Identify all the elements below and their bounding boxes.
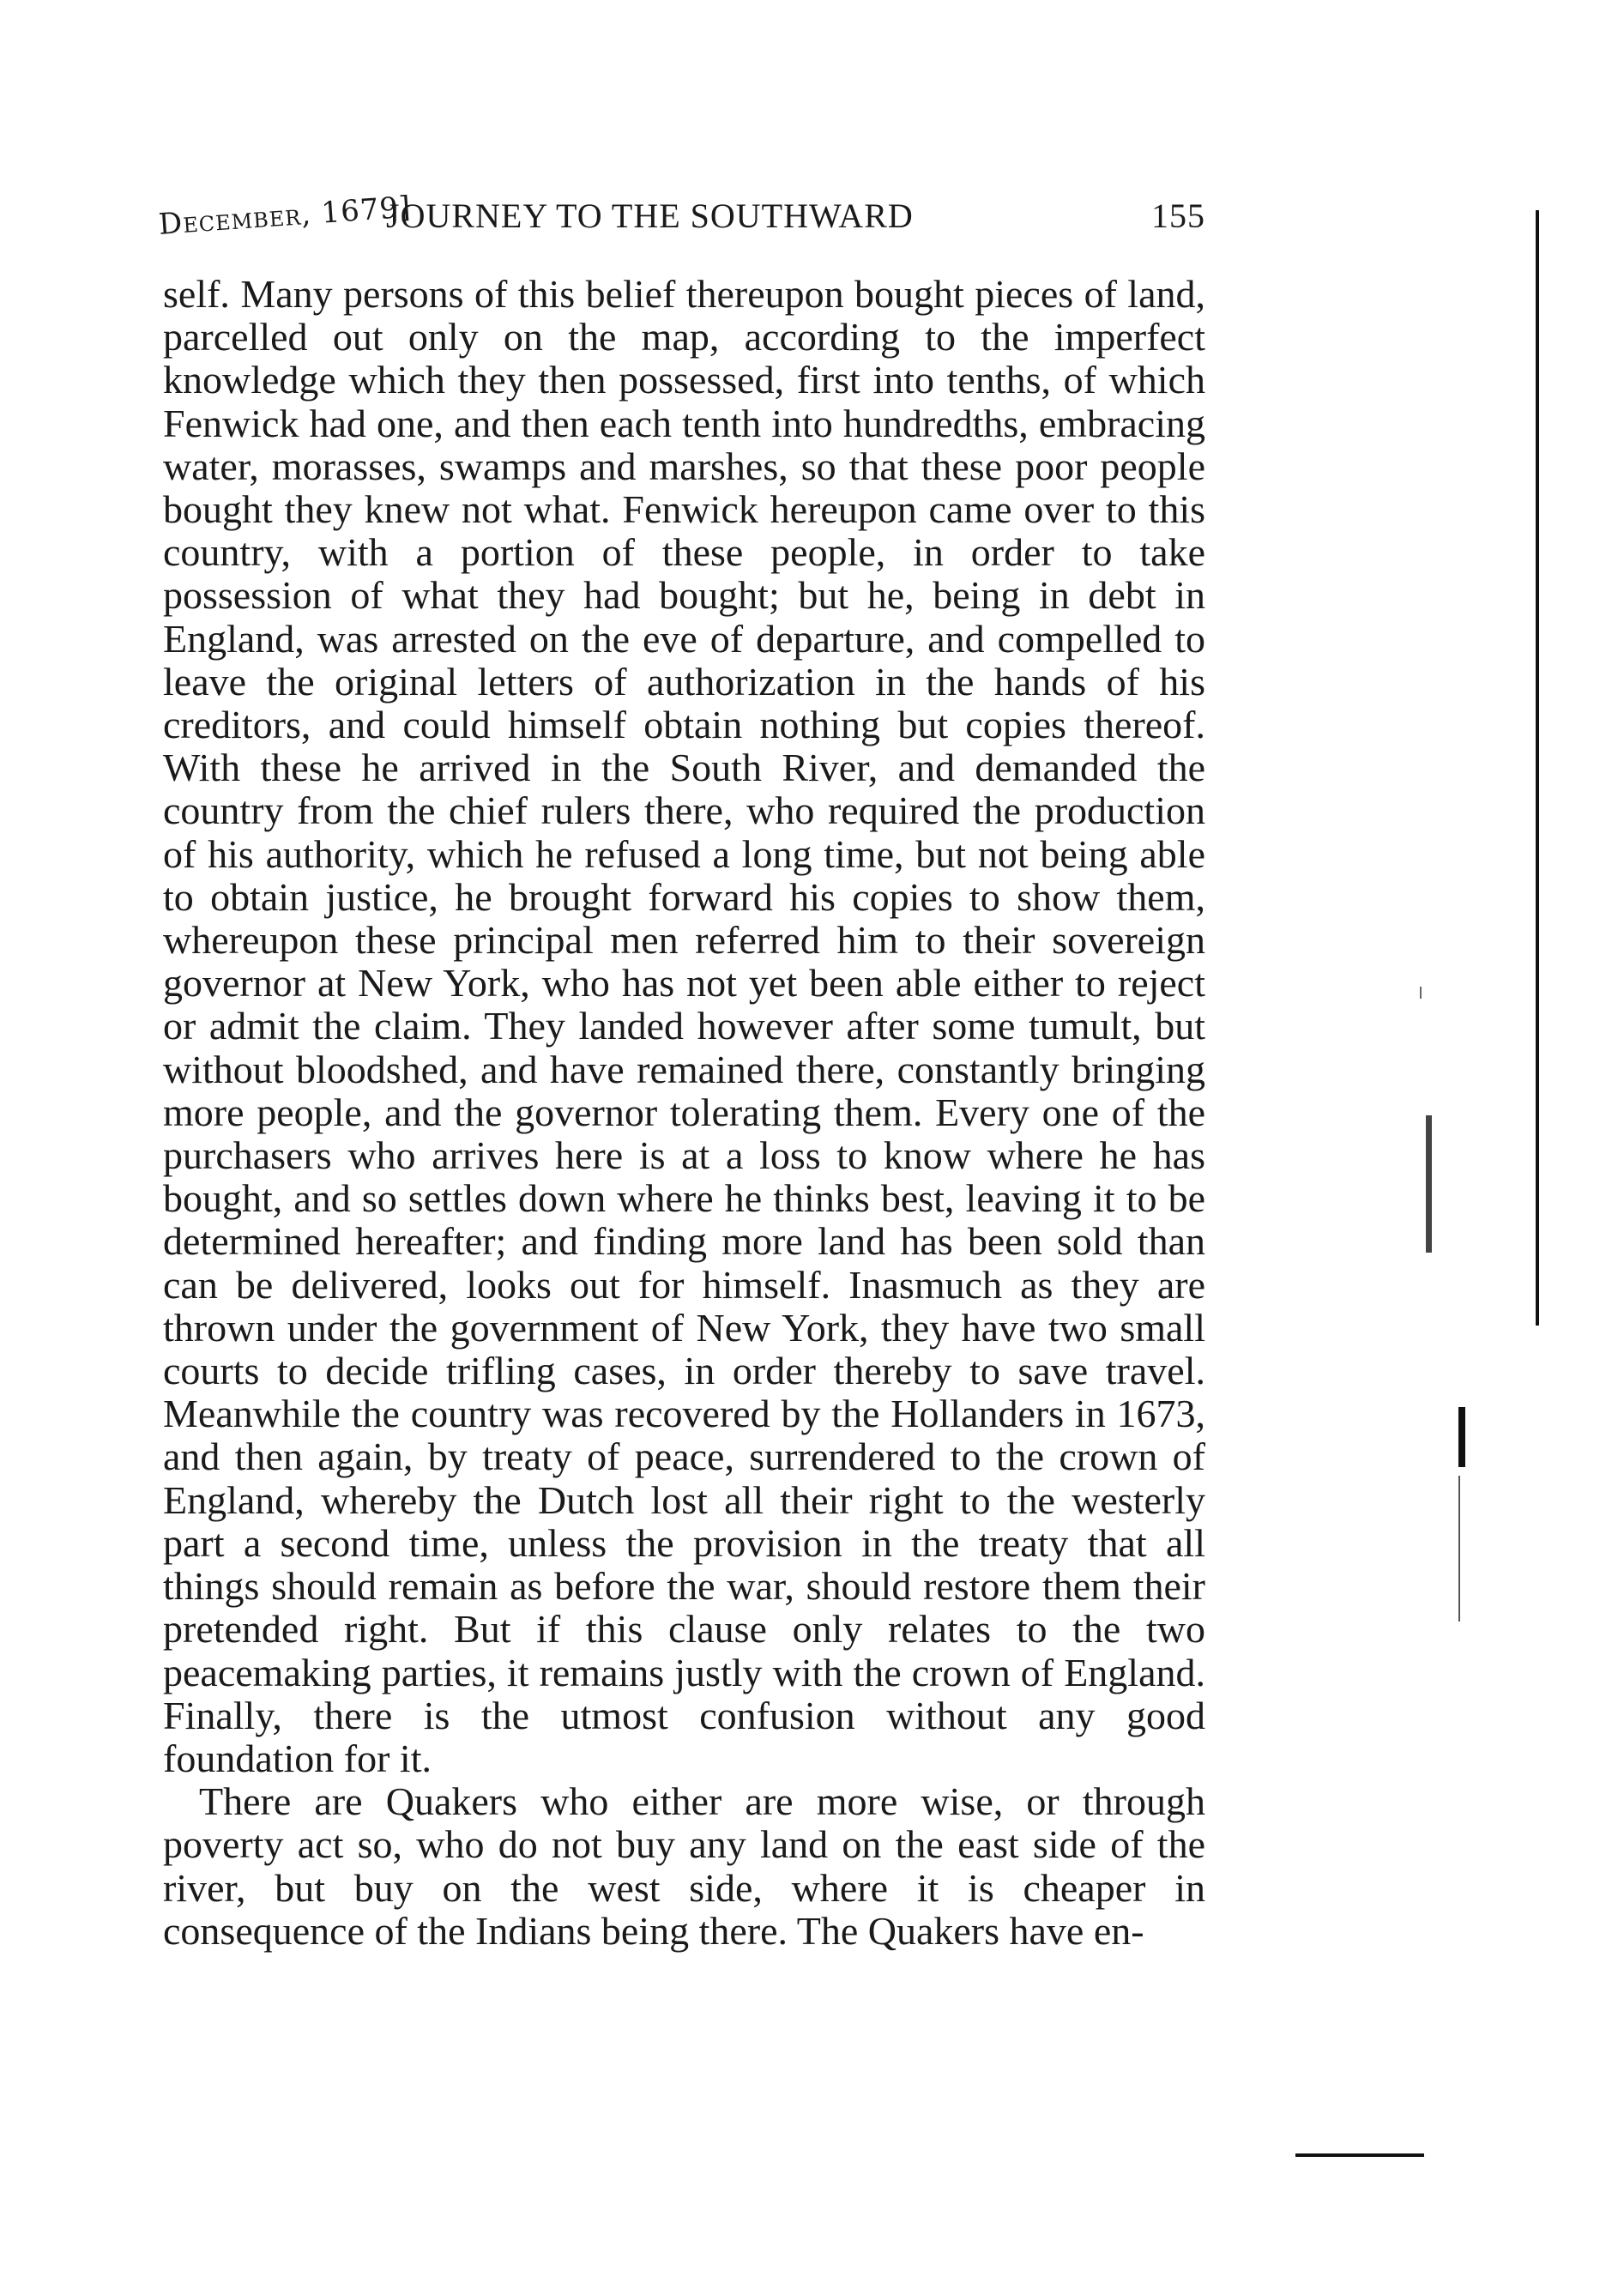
- body-text: [163, 273, 1205, 1953]
- scan-edge-mark: [1458, 1407, 1465, 1467]
- paragraph-1: self. Many persons of this belief thereupon bought pieces of land, parcelled out only on the map, according to the imperfect knowledge which they then possessed, first into tenths, of which Fenwick had one, and then each tenth into hundredths, embracing water, morasses, swamps and marshes, so that these poor people bought they knew not what. Fenwick hereupon came over to this country, with a portion of these people, in order to take possession of what they had bought; but he, being in debt in England, was arrested on the eve of departure, and compelled to leave the original letters of authorization in the hands of his creditors, and could himself obtain nothing but copies thereof. With these he arrived in the South River, and demanded the country from the chief rulers there, who required the production of his authority, which he refused a long time, but not being able to obtain justice, he brought forward his copies to show them, whereupon these principal men referred him to their sovereign governor at New York, who has not yet been able either to reject or admit the claim. They landed however after some tumult, but without bloodshed, and have remained there, constantly bringing more people, and the governor tolerating them. Every one of the purchasers who arrives here is at a loss to know where he has bought, and so settles down where he thinks best, leaving it to be determined hereafter; and finding more land has been sold than can be delivered, looks out for himself. Inasmuch as they are thrown under the government of New York, they have two small courts to decide trifling cases, in order thereby to save travel. Meanwhile the country was recovered by the Hollanders in 1673, and then again, by treaty of peace, surrendered to the crown of England, whereby the Dutch lost all their right to the westerly part a second time, unless the provision in the treaty that all things should remain as before the war, should restore them their pretended right. But if this clause only relates to the two peacemaking parties, it remains justly with the crown of England. Finally, there is the utmost confusion without any good foundation for it.: [163, 272, 1205, 1780]
- running-head-date: December, 1679]: [157, 190, 413, 242]
- running-head: [157, 190, 1205, 247]
- scan-edge-line: [1536, 210, 1539, 1326]
- page-number: 155: [1151, 196, 1205, 235]
- paragraph-2: There are Quakers who either are more wise, or through poverty act so, who do not buy any land on the east side of the river, but buy on the west side, where it is cheaper in consequence of the Indians being there. The Quakers have en-: [163, 1779, 1205, 1953]
- running-head-title: JOURNEY TO THE SOUTHWARD: [386, 196, 914, 235]
- scan-bottom-rule: [1295, 2153, 1424, 2157]
- scan-edge-mark: [1458, 1476, 1460, 1622]
- scan-edge-mark: [1420, 987, 1422, 999]
- scan-edge-mark: [1426, 1115, 1432, 1253]
